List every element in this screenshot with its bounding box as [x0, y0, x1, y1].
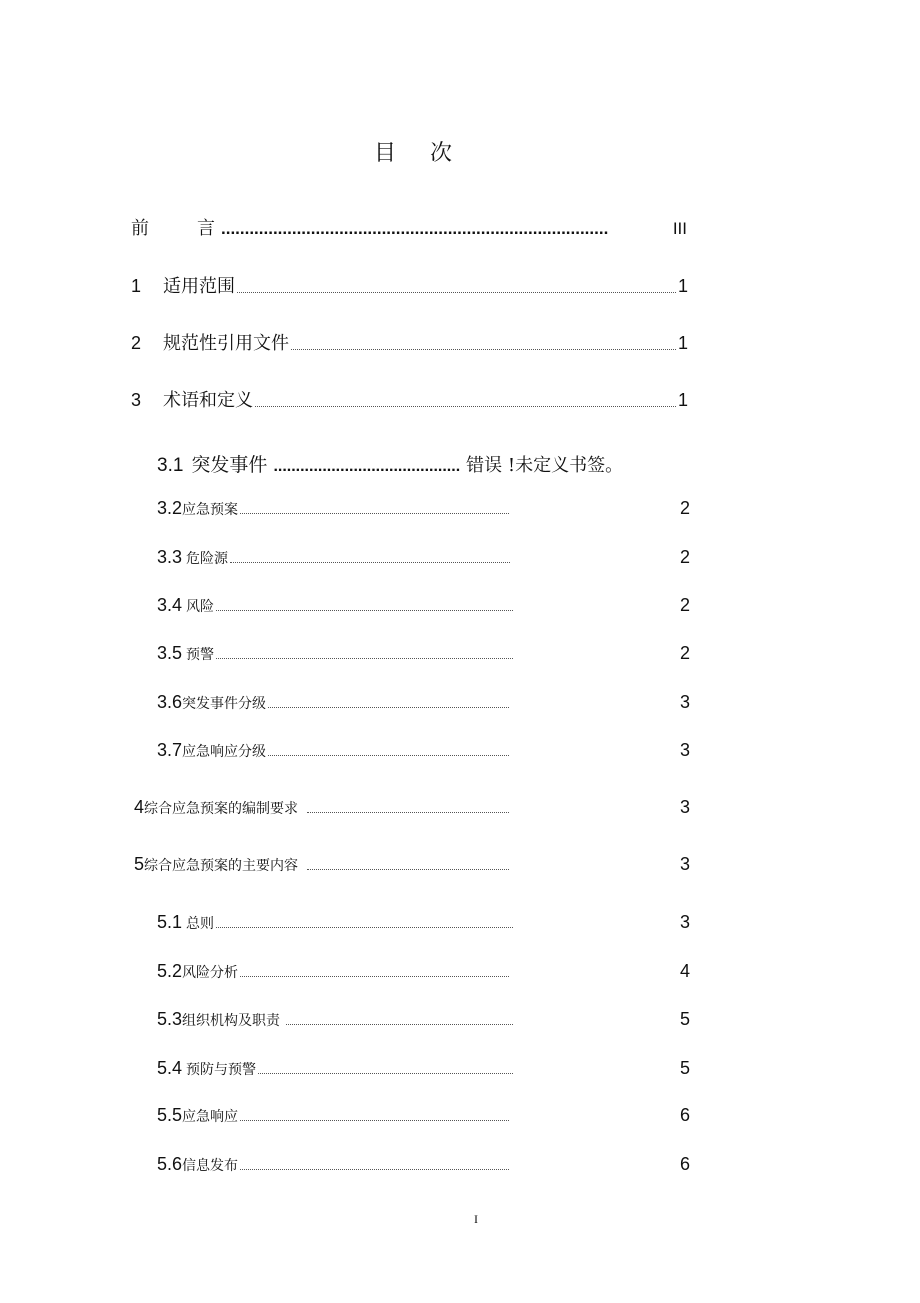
toc-number: 5 — [134, 854, 145, 874]
toc-page-number: III — [672, 219, 687, 238]
toc-page-number: 3 — [679, 912, 690, 932]
toc-label: 危险源 — [186, 551, 229, 567]
toc-label: 适用范围 — [163, 276, 235, 297]
toc-title — [0, 136, 826, 167]
toc-page-number: 3 — [679, 854, 690, 874]
toc-entry-5-1[interactable] — [157, 912, 690, 933]
toc-label: 综合应急预案的编制要求 — [144, 801, 299, 817]
toc-entry-3-7[interactable] — [157, 740, 690, 761]
toc-label: 预防与预警 — [186, 1062, 257, 1078]
toc-error-message: 错误 !未定义书签。 — [466, 455, 624, 476]
toc-page-number: 6 — [679, 1154, 690, 1174]
toc-number: 5.6 — [157, 1154, 183, 1174]
toc-label: 规范性引用文件 — [163, 333, 289, 354]
toc-label: 风险分析 — [182, 965, 239, 981]
toc-leader — [230, 561, 510, 563]
toc-page-number: 2 — [679, 643, 690, 663]
toc-entry-4[interactable] — [134, 797, 690, 818]
toc-entry-3-1[interactable] — [157, 450, 697, 477]
toc-page-number: 2 — [679, 595, 690, 615]
toc-label: 预警 — [186, 647, 215, 663]
toc-entry-3-6[interactable] — [157, 692, 690, 713]
toc-leader — [255, 405, 676, 407]
toc-leader: .......................................... — [273, 458, 461, 475]
toc-number: 3.1 — [157, 455, 184, 476]
toc-label: 组织机构及职责 — [182, 1013, 281, 1029]
toc-page-number: 3 — [679, 797, 690, 817]
toc-label: 风险 — [186, 599, 215, 615]
toc-entry-3-4[interactable] — [157, 595, 690, 616]
toc-page-number: 4 — [679, 961, 690, 981]
toc-leader — [240, 512, 509, 514]
toc-leader — [258, 1072, 513, 1074]
toc-entry-3-3[interactable] — [157, 547, 690, 568]
toc-entry-1[interactable] — [131, 272, 688, 298]
toc-leader — [268, 706, 509, 708]
toc-label: 应急响应 — [182, 1109, 239, 1125]
toc-entry-5[interactable] — [134, 854, 690, 875]
toc-number: 3.3 — [157, 547, 183, 567]
toc-page-number: 3 — [679, 692, 690, 712]
toc-preface-label-b: 言 — [197, 218, 215, 239]
toc-number: 5.4 — [157, 1058, 183, 1078]
toc-number: 3.4 — [157, 595, 183, 615]
toc-entry-3[interactable] — [131, 386, 688, 412]
toc-entry-preface[interactable] — [131, 214, 687, 240]
toc-label: 应急预案 — [182, 502, 239, 518]
toc-page-number: 3 — [679, 740, 690, 760]
toc-page-number: 1 — [677, 276, 688, 296]
toc-leader — [291, 348, 676, 350]
toc-title-left: 目 — [373, 141, 396, 166]
toc-number: 3.2 — [157, 498, 183, 518]
toc-number: 5.1 — [157, 912, 183, 932]
toc-number: 5.5 — [157, 1105, 183, 1125]
toc-page-number: 2 — [679, 547, 690, 567]
toc-page-number: 6 — [679, 1105, 690, 1125]
toc-number: 5.3 — [157, 1009, 183, 1029]
toc-entry-5-6[interactable] — [157, 1154, 690, 1175]
footer-page-number: I — [474, 1212, 478, 1226]
toc-leader — [237, 291, 676, 293]
toc-label: 信息发布 — [182, 1158, 239, 1174]
toc-page-number: 5 — [679, 1009, 690, 1029]
toc-leader — [307, 868, 509, 870]
toc-entry-3-2[interactable] — [157, 498, 690, 519]
toc-number: 1 — [131, 276, 142, 296]
toc-number: 3.5 — [157, 643, 183, 663]
toc-title-right: 次 — [430, 141, 453, 166]
toc-entry-5-5[interactable] — [157, 1105, 690, 1126]
toc-number: 4 — [134, 797, 145, 817]
toc-page-number: 1 — [677, 390, 688, 410]
toc-label: 突发事件 — [191, 454, 268, 476]
toc-leader — [307, 811, 509, 813]
toc-leader — [286, 1023, 513, 1025]
toc-leader: .................................................................................. — [221, 219, 609, 238]
toc-preface-label-a: 前 — [131, 218, 149, 239]
toc-label: 综合应急预案的主要内容 — [144, 858, 299, 874]
toc-label: 突发事件分级 — [182, 696, 267, 712]
toc-number: 3 — [131, 390, 142, 410]
toc-leader — [216, 657, 513, 659]
toc-number: 5.2 — [157, 961, 183, 981]
toc-label: 总则 — [186, 916, 215, 932]
toc-leader — [216, 926, 513, 928]
toc-label: 术语和定义 — [163, 390, 253, 411]
toc-entry-5-2[interactable] — [157, 961, 690, 982]
toc-entry-5-4[interactable] — [157, 1058, 690, 1079]
toc-label: 应急响应分级 — [182, 744, 267, 760]
toc-leader — [240, 1119, 509, 1121]
toc-number: 2 — [131, 333, 142, 353]
toc-leader — [268, 754, 509, 756]
toc-page-number: 5 — [679, 1058, 690, 1078]
toc-number: 3.7 — [157, 740, 183, 760]
toc-entry-3-5[interactable] — [157, 643, 690, 664]
toc-leader — [240, 1168, 509, 1170]
toc-number: 3.6 — [157, 692, 183, 712]
toc-entry-2[interactable] — [131, 329, 688, 355]
toc-entry-5-3[interactable] — [157, 1009, 690, 1030]
toc-leader — [240, 975, 509, 977]
toc-page-number: 1 — [677, 333, 688, 353]
toc-leader — [216, 609, 513, 611]
toc-page-number: 2 — [679, 498, 690, 518]
